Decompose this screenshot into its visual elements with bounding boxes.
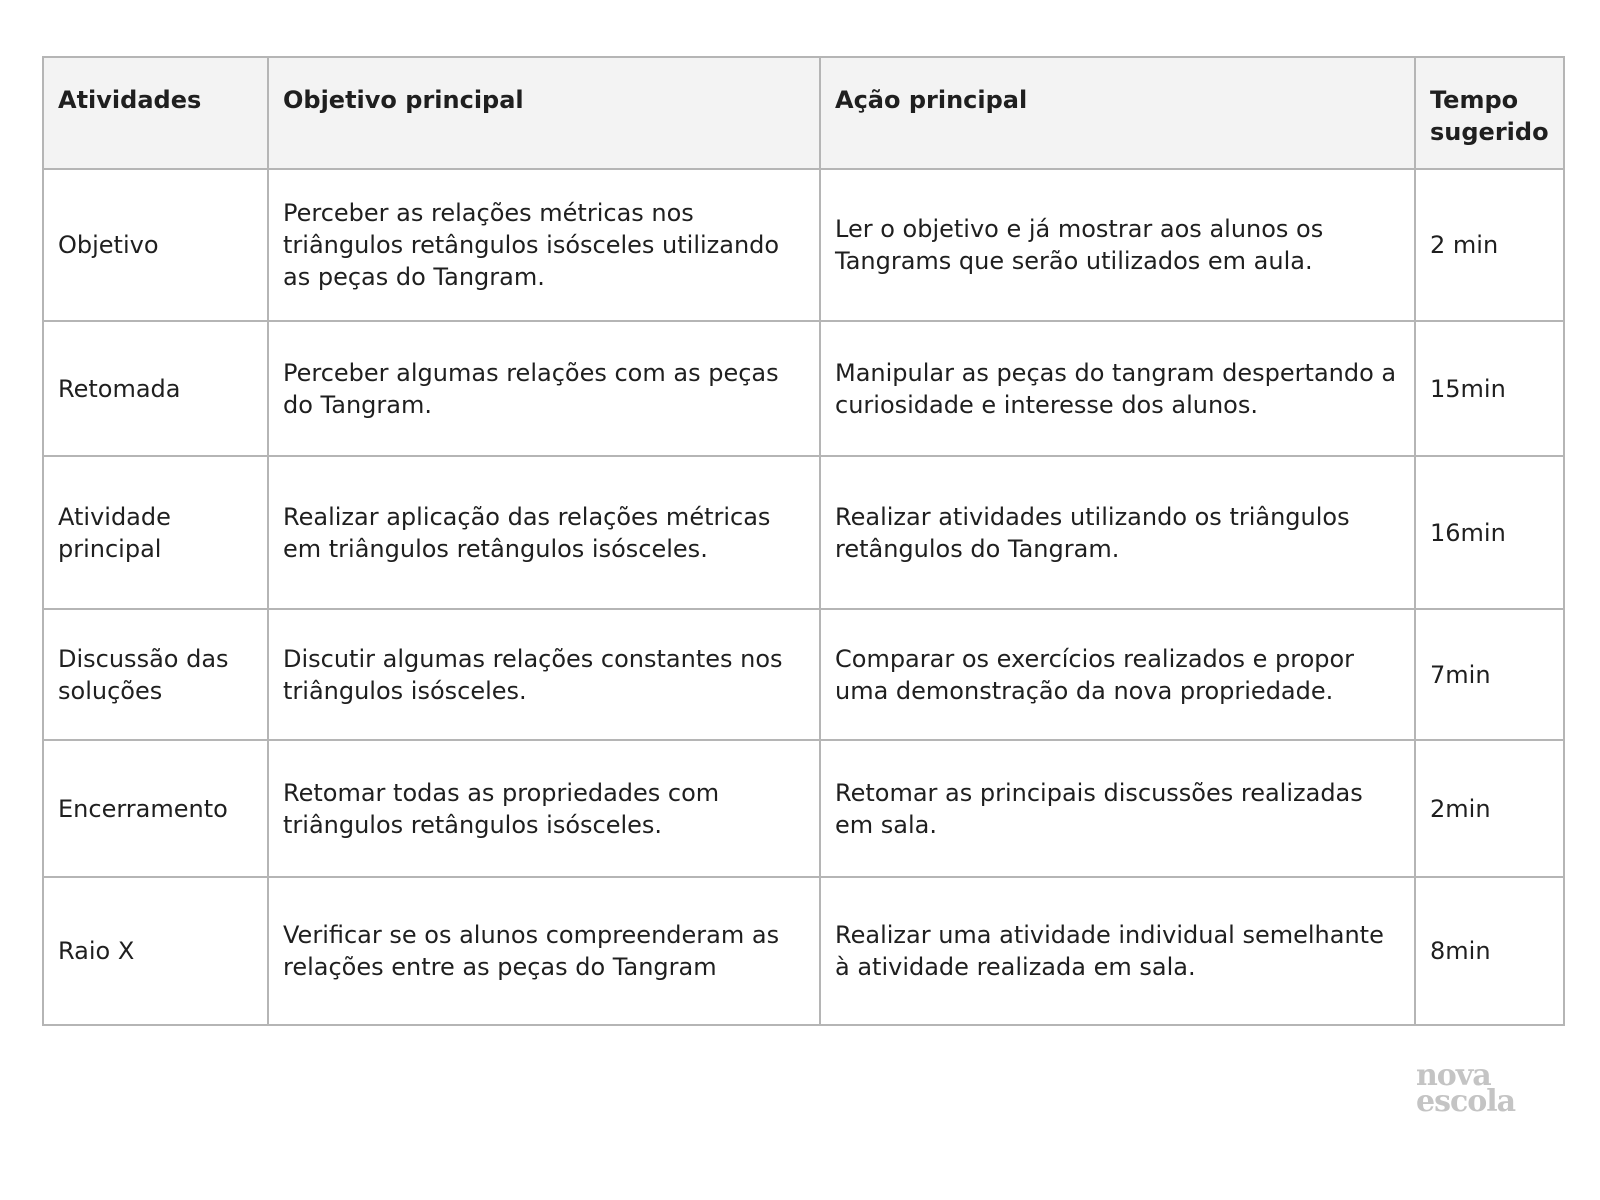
cell-activity: Raio X	[43, 877, 268, 1025]
cell-time: 15min	[1415, 321, 1564, 456]
cell-activity: Discussão das soluções	[43, 609, 268, 740]
cell-activity: Objetivo	[43, 169, 268, 321]
table-row	[43, 456, 1564, 609]
logo-line-1: nova	[1416, 1058, 1491, 1093]
cell-time: 7min	[1415, 609, 1564, 740]
cell-time: 16min	[1415, 456, 1564, 609]
cell-objective: Perceber as relações métricas nos triângulos retângulos isósceles utilizando as peças do Tangram.	[268, 169, 820, 321]
cell-action: Comparar os exercícios realizados e propor uma demonstração da nova propriedade.	[820, 609, 1415, 740]
cell-objective: Realizar aplicação das relações métricas em triângulos retângulos isósceles.	[268, 456, 820, 609]
header-row	[43, 57, 1564, 169]
cell-action: Manipular as peças do tangram despertando a curiosidade e interesse dos alunos.	[820, 321, 1415, 456]
table-body	[43, 169, 1564, 1025]
cell-time: 2min	[1415, 740, 1564, 877]
header-suggested-time: Tempo sugerido	[1415, 57, 1564, 169]
header-activities: Atividades	[43, 57, 268, 169]
cell-activity: Atividade principal	[43, 456, 268, 609]
header-main-action: Ação principal	[820, 57, 1415, 169]
cell-action: Ler o objetivo e já mostrar aos alunos os Tangrams que serão utilizados em aula.	[820, 169, 1415, 321]
cell-objective: Verificar se os alunos compreenderam as relações entre as peças do Tangram	[268, 877, 820, 1025]
cell-objective: Discutir algumas relações constantes nos triângulos isósceles.	[268, 609, 820, 740]
cell-action: Realizar atividades utilizando os triângulos retângulos do Tangram.	[820, 456, 1415, 609]
cell-objective: Perceber algumas relações com as peças do Tangram.	[268, 321, 820, 456]
cell-objective: Retomar todas as propriedades com triângulos retângulos isósceles.	[268, 740, 820, 877]
cell-activity: Retomada	[43, 321, 268, 456]
table-row	[43, 877, 1564, 1025]
cell-time: 2 min	[1415, 169, 1564, 321]
table-header	[43, 57, 1564, 169]
table-row	[43, 169, 1564, 321]
table-row	[43, 321, 1564, 456]
cell-action: Retomar as principais discussões realizadas em sala.	[820, 740, 1415, 877]
cell-action: Realizar uma atividade individual semelhante à atividade realizada em sala.	[820, 877, 1415, 1025]
cell-activity: Encerramento	[43, 740, 268, 877]
lesson-plan-table	[42, 56, 1565, 1026]
logo-line-2: escola	[1416, 1084, 1516, 1119]
header-main-objective: Objetivo principal	[268, 57, 820, 169]
cell-time: 8min	[1415, 877, 1564, 1025]
table-row	[43, 740, 1564, 877]
table-row	[43, 609, 1564, 740]
nova-escola-logo	[1416, 1058, 1546, 1119]
